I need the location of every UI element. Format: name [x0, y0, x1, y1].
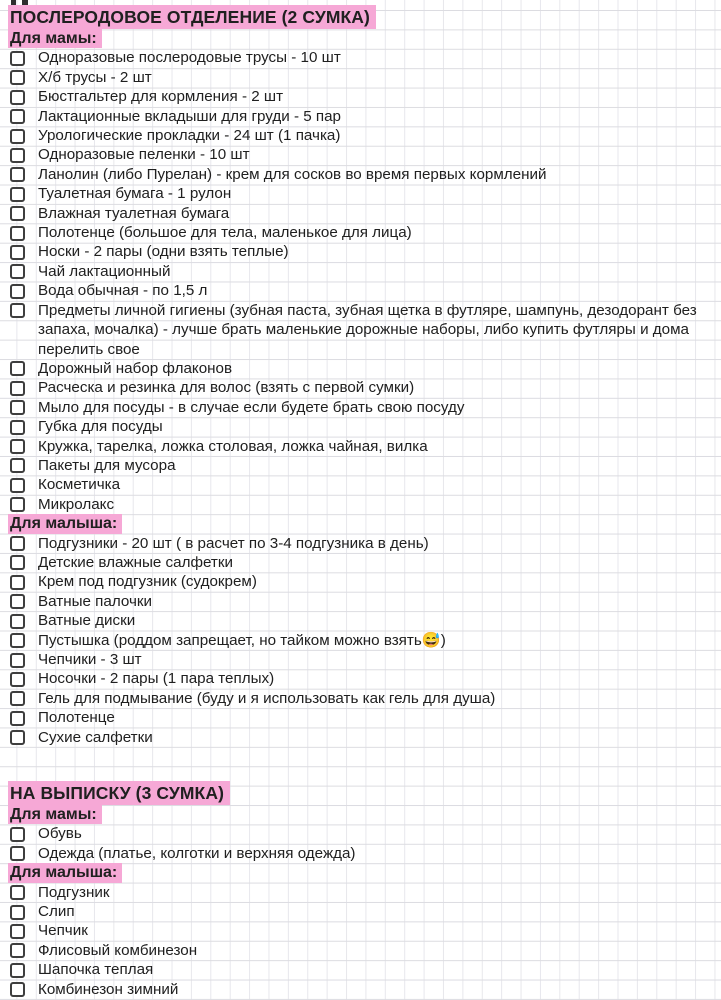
item-label: Ватные палочки: [38, 592, 153, 610]
checklist-item: [0, 126, 721, 145]
section-title: ПОСЛЕРОДОВОЕ ОТДЕЛЕНИЕ (2 СУМКА): [8, 5, 376, 29]
item-label: Микролакс: [38, 495, 115, 513]
checkbox[interactable]: [10, 536, 25, 551]
checkbox[interactable]: [10, 478, 25, 493]
checkbox[interactable]: [10, 51, 25, 66]
checkbox[interactable]: [10, 167, 25, 182]
checklist-item: [0, 824, 721, 843]
item-label: Подгузник: [38, 883, 110, 901]
checkbox[interactable]: [10, 187, 25, 202]
checklist-item: [0, 669, 721, 688]
checkbox[interactable]: [10, 846, 25, 861]
item-label: Мыло для посуды - в случае если будете брать свою посуду: [38, 398, 465, 416]
item-label: Пакеты для мусора: [38, 456, 176, 474]
checklist-item: [0, 242, 721, 261]
item-label: Чепчики - 3 шт: [38, 651, 142, 668]
group-header: Для малыша:: [8, 863, 122, 882]
checklist-item: [0, 980, 721, 999]
checkbox[interactable]: [10, 730, 25, 745]
checkbox[interactable]: [10, 555, 25, 570]
checkbox[interactable]: [10, 672, 25, 687]
checklist-item: [0, 204, 721, 223]
item-label: Дорожный набор флаконов: [38, 359, 233, 377]
checkbox[interactable]: [10, 497, 25, 512]
item-label: Одноразовые послеродовые трусы - 10 шт: [38, 49, 341, 67]
checklist-item: [0, 592, 721, 611]
item-label: Губка для посуды: [38, 418, 163, 436]
checkbox[interactable]: [10, 943, 25, 958]
checklist-item: [0, 708, 721, 727]
checkbox[interactable]: [10, 226, 25, 241]
item-label: Детские влажные салфетки: [38, 553, 233, 571]
item-label: Чепчик: [38, 922, 88, 940]
checklist-item: [0, 689, 721, 708]
checkbox[interactable]: [10, 303, 25, 318]
checkbox[interactable]: [10, 982, 25, 997]
checkbox[interactable]: [10, 924, 25, 939]
checkbox[interactable]: [10, 711, 25, 726]
section-title-row: [0, 5, 721, 29]
item-label: Сухие салфетки: [38, 728, 153, 746]
group-header: Для мамы:: [8, 29, 102, 48]
item-label: Носочки - 2 пары (1 пара теплых): [38, 670, 275, 688]
checklist-item: [0, 650, 721, 669]
checklist-item: [0, 456, 721, 475]
checkbox[interactable]: [10, 653, 25, 668]
item-label: Вода обычная - по 1,5 л: [38, 282, 208, 300]
checklist-item: [0, 107, 721, 126]
checklist-item: [0, 145, 721, 164]
checklist-item: [0, 921, 721, 940]
item-label: Пустышка (роддом запрещает, но тайком можно взять😅): [38, 631, 446, 649]
checkbox[interactable]: [10, 148, 25, 163]
checkbox[interactable]: [10, 264, 25, 279]
item-label: Влажная туалетная бумага: [38, 204, 230, 222]
checklist-item: [0, 572, 721, 591]
item-label: Ланолин (либо Пурелан) - крем для сосков во время первых кормлений: [38, 165, 547, 183]
checklist-item: [0, 728, 721, 747]
section: [0, 5, 721, 747]
item-label: Крем под подгузник (судокрем): [38, 573, 257, 591]
item-label: Чай лактационный: [38, 262, 171, 280]
item-label: Расческа и резинка для волос (взять с первой сумки): [38, 379, 415, 397]
item-label: Бюстгальтер для кормления - 2 шт: [38, 88, 284, 106]
checkbox[interactable]: [10, 458, 25, 473]
group-header-row: [0, 863, 721, 882]
checkbox[interactable]: [10, 361, 25, 376]
section: [0, 781, 721, 999]
checkbox[interactable]: [10, 439, 25, 454]
checklist-item: [0, 301, 721, 359]
item-label: Урологические прокладки - 24 шт (1 пачка): [38, 127, 341, 145]
checkbox[interactable]: [10, 614, 25, 629]
item-label: Ватные диски: [38, 612, 136, 630]
item-label: Х/б трусы - 2 шт: [38, 68, 152, 86]
cutoff-text-remnant: [11, 0, 16, 5]
checklist-item: [0, 417, 721, 436]
checklist-item: [0, 262, 721, 281]
group-header: Для малыша:: [8, 514, 122, 533]
checkbox[interactable]: [10, 109, 25, 124]
item-label: Комбинезон зимний: [38, 980, 179, 998]
checkbox[interactable]: [10, 400, 25, 415]
checklist-item: [0, 495, 721, 514]
checkbox[interactable]: [10, 284, 25, 299]
checkbox[interactable]: [10, 575, 25, 590]
checkbox[interactable]: [10, 381, 25, 396]
section-title-row: [0, 781, 721, 805]
checklist-item: [0, 941, 721, 960]
checkbox[interactable]: [10, 206, 25, 221]
item-label: Шапочка теплая: [38, 961, 154, 979]
checkbox[interactable]: [10, 245, 25, 260]
checklist-item: [0, 223, 721, 242]
item-label: Лактационные вкладыши для груди - 5 пар: [38, 107, 342, 125]
item-label: Кружка, тарелка, ложка столовая, ложка чайная, вилка: [38, 437, 428, 455]
checkbox[interactable]: [10, 963, 25, 978]
checkbox[interactable]: [10, 129, 25, 144]
checklist-item: [0, 475, 721, 494]
checklist-item: [0, 359, 721, 378]
checkbox[interactable]: [10, 885, 25, 900]
checklist-item: [0, 883, 721, 902]
item-label: Полотенце: [38, 709, 115, 727]
checkbox[interactable]: [10, 90, 25, 105]
checklist-item: [0, 631, 721, 650]
item-label: Косметичка: [38, 476, 121, 494]
group-header-row: [0, 514, 721, 533]
checklist-item: [0, 844, 721, 863]
checklist-item: [0, 68, 721, 87]
checklist-item: [0, 378, 721, 397]
item-label: Одежда (платье, колготки и верхняя одежда): [38, 844, 356, 862]
checklist-item: [0, 184, 721, 203]
section-title: НА ВЫПИСКУ (3 СУМКА): [8, 781, 230, 805]
group-header-row: [0, 29, 721, 48]
checklist-item: [0, 398, 721, 417]
item-label: Полотенце (большое для тела, маленькое для лица): [38, 224, 412, 242]
item-label: Предметы личной гигиены (зубная паста, зубная щетка в футляре, шампунь, дезодорант без запаха, мочалка) - лучше брать маленькие дорожные наборы, либо купить футляры и дома перелить свое: [38, 301, 697, 358]
item-label: Носки - 2 пары (одни взять теплые): [38, 243, 289, 261]
checkbox[interactable]: [10, 420, 25, 435]
checklist-item: [0, 165, 721, 184]
checkbox[interactable]: [10, 905, 25, 920]
item-label: Одноразовые пеленки - 10 шт: [38, 146, 250, 164]
checklist-item: [0, 534, 721, 553]
checklist-item: [0, 960, 721, 979]
checkbox[interactable]: [10, 70, 25, 85]
item-label: Слип: [38, 903, 75, 921]
item-label: Подгузники - 20 шт ( в расчет по 3-4 подгузника в день): [38, 534, 429, 552]
item-label: Гель для подмывание (буду и я использовать как гель для душа): [38, 689, 496, 707]
checkbox[interactable]: [10, 633, 25, 648]
checklist-item: [0, 437, 721, 456]
checklist-item: [0, 553, 721, 572]
checklist-item: [0, 48, 721, 67]
group-header-row: [0, 805, 721, 824]
item-label: Флисовый комбинезон: [38, 941, 198, 959]
checklist-item: [0, 87, 721, 106]
checklist-item: [0, 611, 721, 630]
checklist-item: [0, 902, 721, 921]
checklist-item: [0, 281, 721, 300]
item-label: Туалетная бумага - 1 рулон: [38, 185, 232, 203]
checkbox[interactable]: [10, 827, 25, 842]
cutoff-text-remnant: [22, 0, 28, 5]
checkbox[interactable]: [10, 594, 25, 609]
item-label: Обувь: [38, 825, 82, 843]
checkbox[interactable]: [10, 691, 25, 706]
group-header: Для мамы:: [8, 805, 102, 824]
